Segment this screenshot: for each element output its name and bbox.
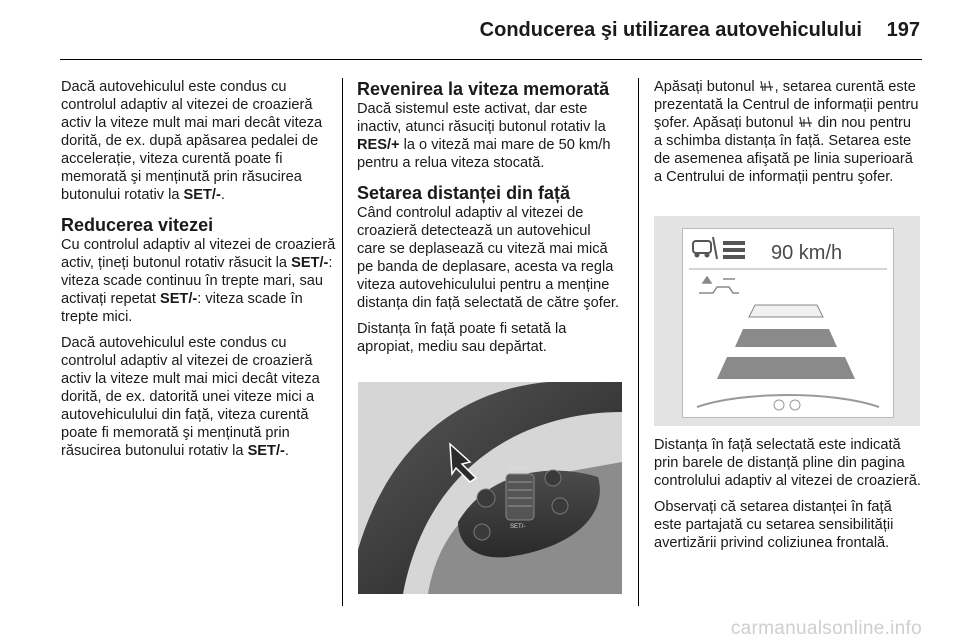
dic-screen: [682, 228, 894, 418]
driver-info-center-illustration: [654, 216, 920, 426]
wheel-set-label: SET/-: [510, 524, 526, 530]
heading-resume-speed: Revenirea la viteza memorată: [357, 79, 610, 99]
following-distance-icon: [798, 116, 814, 128]
distance-bar-medium: [735, 329, 837, 347]
page-header: [0, 0, 960, 60]
key-set: SET/-: [247, 443, 285, 459]
paragraph-shared-setting: Observați că setarea distanței în față este partajată cu setarea sensibilității avertizării privind coliziunea frontală.: [654, 499, 894, 551]
key-res: RES/+: [357, 137, 400, 153]
paragraph-resume-speed: Dacă sistemul este activat, dar este inactiv, atunci răsuciți butonul rotativ la RES/+ la o viteză mai mare de 50 km/h pentru a relua viteza stocată.: [357, 101, 611, 171]
paragraph-reduce-speed: Cu controlul adaptiv al vitezei de croazieră activ, țineți butonul rotativ răsucit la SET/-: viteza scade continuu în trepte mari, sau activați repetat SET/-: viteza scade în trepte mici.: [61, 237, 336, 325]
acc-vehicle-icon: [699, 277, 739, 293]
own-vehicle-hood: [697, 395, 879, 407]
car-status-icon: [693, 237, 717, 259]
page-number: 197: [886, 19, 920, 41]
column-right: [654, 78, 922, 194]
heading-reduce-speed: Reducerea vitezei: [61, 215, 214, 235]
steering-wheel-drawing: [358, 382, 622, 594]
paragraph-memorize-speed: Dacă autovehiculul este condus cu controlul adaptiv al vitezei de croazieră activ la viteze mult mai mari decât viteza dorită, de ex. după apăsarea pedalei de accelerație, viteza curentă poate fi memorată şi menținută prin răsucirea butonului rotativ la SET/-.: [61, 79, 323, 203]
chapter-title: Conducerea şi utilizarea autovehiculului: [479, 19, 862, 41]
steering-wheel-illustration: [358, 382, 622, 594]
page-footer: [0, 618, 960, 642]
heading-following-distance: Setarea distanței din față: [357, 183, 571, 203]
watermark: carmanualsonline.info: [730, 618, 922, 639]
key-set: SET/-: [291, 255, 329, 271]
dic-speed-readout: 90 km/h: [771, 242, 843, 264]
column-divider: [342, 78, 343, 606]
distance-bars-icon: [723, 241, 745, 259]
paragraph-following-distance: Când controlul adaptiv al vitezei de croazieră detectează un autovehicul care se deplasează cu viteză mai mică pe banda de deplasare, acesta va regla viteza autovehiculului pentru a menține distanța din față selectată de către şofer.: [357, 205, 620, 311]
column-right-lower: [654, 436, 922, 560]
column-middle: [357, 78, 623, 364]
distance-bar-near: [717, 357, 855, 379]
distance-bar-far: [749, 305, 823, 317]
distance-button: [477, 489, 495, 507]
column-left: [61, 78, 336, 468]
wheel-res-label: RES/+: [510, 466, 528, 472]
paragraph-distance-options: Distanța în față poate fi setată la apropiat, mediu sau depărtat.: [357, 321, 567, 355]
paragraph-press-button: Apăsați butonul , setarea curentă este prezentată la Centrul de informații pentru şofer. Apăsați butonul din nou pentru a schimba distanța în față. Setarea este de asemenea afişată pe linia superioară a Centrului de informații pentru şofer.: [654, 79, 919, 185]
header-rule: [60, 59, 922, 60]
rotary-thumbwheel: [506, 474, 534, 520]
following-distance-icon: [759, 80, 775, 92]
paragraph-distance-bars: Distanța în față selectată este indicată prin barele de distanță pline din pagina controlului adaptiv al vitezei de croazieră.: [654, 437, 921, 489]
paragraph-low-speed: Dacă autovehiculul este condus cu controlul adaptiv al vitezei de croazieră activ la viteze mult mai mici decât viteza dorită, de ex. datorită unei viteze mici a autovehiculului din față, viteza curentă poate fi memorată şi menținută prin răsucirea butonului rotativ la SET/-.: [61, 335, 320, 459]
column-divider: [638, 78, 639, 606]
key-set: SET/-: [159, 291, 198, 307]
key-set: SET/-: [183, 187, 221, 203]
